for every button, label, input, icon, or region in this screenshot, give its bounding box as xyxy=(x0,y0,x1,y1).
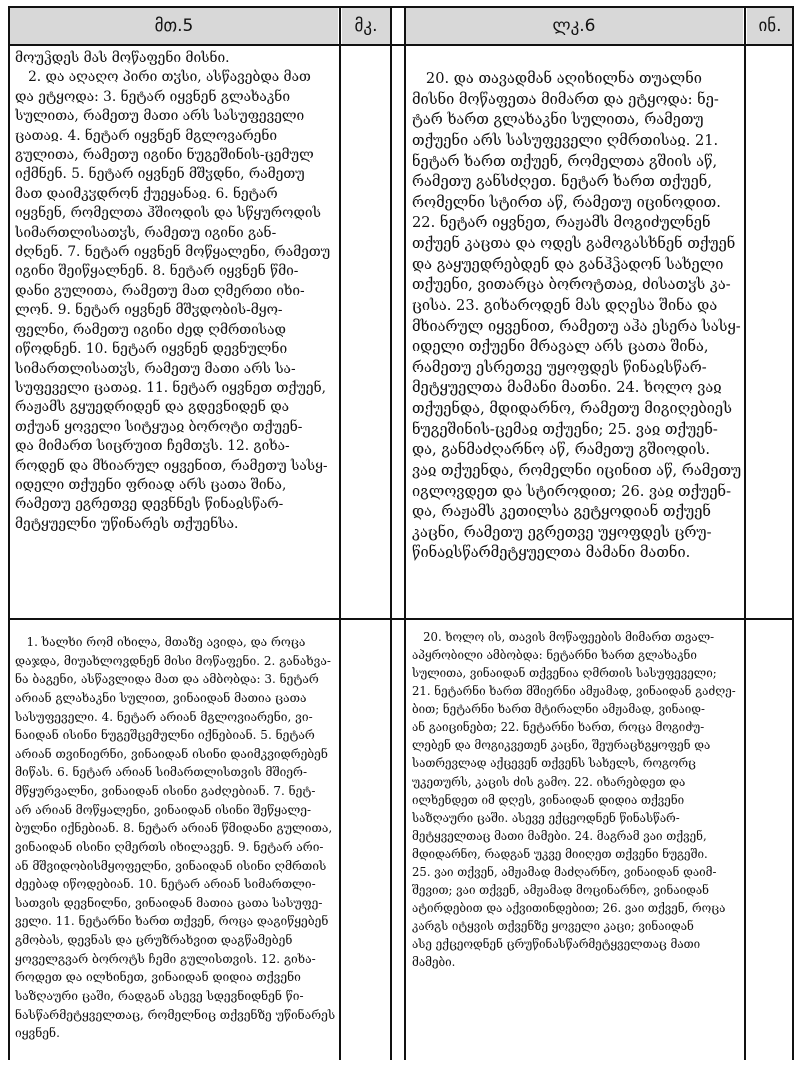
rule-header-bottom xyxy=(8,44,794,46)
header-left-book-label: მთ.5 xyxy=(154,16,194,36)
rule-col-d xyxy=(744,6,746,1060)
header-right-abbr xyxy=(747,8,793,44)
matthew-old-georgian-text: მოუჴდეს მას მოწაფენი მისნი. 2. და აღაღო პირი თჳსი, ასწავებდა მათ და ეტყოდა: 3. ნეტარ იყვნენ გლახაკნი სულითა, რამეთუ მათი არს სასუფეველი ცათაჲ. 4. ნეტარ იყვნენ მგლოვარენი გულითა, რამეთუ იგინი ნუგეშინის-ცემულ იქმნენ. 5. ნეტარ იყვნენ მშჳდნი, რამეთუ მათ დაიმკჳდრონ ქუეყანაჲ. 6. ნეტარ იყვნენ, რომელთა ჰშიოდის და სწყუროდის სიმართლისათჳს, რამეთუ იგინი გან- ძღნენ. 7. ნეტარ იყვნენ მოწყალენი, რამეთუ იგინი შეიწყალნენ. 8. ნეტარ იყვნენ წმი- დანი გულითა, რამეთუ მათ ღმერთი იხი- ლონ. 9. ნეტარ იყვნენ მშჳდობის-მყო- ფელნი, რამეთუ იგინი ძედ ღმრთისად იწოდნენ. 10. ნეტარ იყვნენ დევნულნი სიმართლისათჳს, რამეთუ მათი არს სა- სუფეველი ცათაჲ. 11. ნეტარ იყვნეთ თქუენ, რაჟამს გყუედრიდენ და გდევნიდენ და თქუან ყოველი სიტყუაჲ ბოროტი თქუენ- და მიმართ სიცრუით ჩემთჳს. 12. გიხა- როდენ და მხიარულ იყვენით, რამეთუ სასყ- იდელი თქუენი ფრიად არს ცათა შინა, რამეთუ ეგრეთვე დევნნეს წინაჲსწარ- მეტყუელნი უწინარეს თქუენსა. xyxy=(15,50,331,532)
rule-col-a xyxy=(339,6,341,1060)
header-right-book-label: ლკ.6 xyxy=(552,16,596,36)
header-left-book xyxy=(10,8,338,44)
luke-modern-translation: 20. ხოლო ის, თავის მოწაფეების მიმართ თვალ- აპყრობილი ამბობდა: ნეტარნი ხართ გლახაკნი სულითა, ვინაიდან თქვენია ღმრთის სასუფეველი; 21. ნეტარნი ხართ მშიერნი ამჟამად, ვინაიდან გაძღე- ბით; ნეტარნი ხართ მტირალნი ამჟამად, ვინაიდ- ან გაიცინებთ; 22. ნეტარნი ხართ, როცა მოგიძუ- ლებენ და მოგიკვეთენ კაცნი, შეურაცხგყოფენ და სათრევლად აქცევენ თქვენს სახელს, როგორც უკეთურს, კაცის ძის გამო. 22. იხარებდეთ და ილხენდეთ იმ დღეს, ვინაიდან დიდია თქვენი საზღაური ცაში. ასევე ექცეოდნენ წინასწარ- მეტყველთაც მათი მამები. 24. მაგრამ ვაი თქვენ, მდიდარნო, რადგან უკვე მიიღეთ თქვენი ნუგეში. 25. ვაი თქვენ, ამჟამად მაძღარნო, ვინაიდან დაიმ- შევით; ვაი თქვენ, ამჟამად მოცინარნო, ვინაიდან ატირდებით და აქვითინდებით; 26. ვაი თქვენ, როცა კარგს იტყვის თქვენზე ყოველი კაცი; ვინაიდან ასე ექცეოდნენ ცრუწინასწარმეტყველთაც მათი მამები. xyxy=(412,630,736,970)
rule-col-b xyxy=(390,6,392,1060)
header-right-book xyxy=(405,8,743,44)
rule-col-c xyxy=(404,6,406,1060)
rule-mid xyxy=(8,618,794,620)
header-right-abbr-label: ინ. xyxy=(758,16,782,36)
luke-old-georgian-text: 20. და თავადმან აღიხილნა თუალნი მისნი მოწაფეთა მიმართ და ეტყოდა: ნე- ტარ ხართ გლახაკნი სულითა, რამეთუ თქუენი არს სასუფეველი ღმრთისაჲ. 21. ნეტარ ხართ თქუენ, რომელთა გშიის აწ, რამეთუ განსძღეთ. ნეტარ ხართ თქუენ, რომელნი სტირთ აწ, რამეთუ იცინოდით. 22. ნეტარ იყვნეთ, რაჟამს მოგიძულნენ თქუენ კაცთა და ოდეს გამოგასხნენ თქუენ და გაყუედრებდენ და განჰჴადონ სახელი თქუენი, ვითარცა ბოროტთაჲ, ძისათჳს კა- ცისა. 23. გიხაროდენ მას დღესა შინა და მხიარულ იყვენით, რამეთუ აჰა ესერა სასყ- იდელი თქუენი მრავალ არს ცათა შინა, რამეთუ ესრეთვე უყოფდეს წინაჲსწარ- მეტყუელთა მამანი მათნი. 24. ხოლო ვაჲ თქუენდა, მდიდარნო, რამეთუ მიგიღებიეს ნუგეშინის-ცემაჲ თქუენი; 25. ვაჲ თქუენ- და, განმაძღარნო აწ, რამეთუ გშიოდის. ვაჲ თქუენდა, რომელნი იცინით აწ, რამეთუ იგლოვდეთ და სტიროდით; 26. ვაჲ თქუენ- და, რაჟამს კეთილსა გეტყოდიან თქუენ კაცნი, რამეთუ ეგრეთვე უყოფდეს ცრუ- წინაჲსწარმეტყუელთა მამანი მათნი. xyxy=(412,70,742,562)
matthew-modern-translation: 1. ხალხი რომ იხილა, მთაზე ავიდა, და როცა დაჯდა, მიუახლოვდნენ მისი მოწაფენი. 2. განახვა- ნა ბაგენი, ასწავლიდა მათ და ამბობდა: 3. ნეტარ არიან გლახაკნი სულით, ვინაიდან მათია ცათა სასუფეველი. 4. ნეტარ არიან მგლოვიარენი, ვი- ნაიდან ისინი ნუგეშცემულნი იქნებიან. 5. ნეტარ არიან თვინიერნი, ვინაიდან ისინი დაიმკვიდრებენ მიწას. 6. ნეტარ არიან სიმართლისთვის მშიერ- მწყურვალნი, ვინაიდან ისინი გაძღებიან. 7. ნეტ- არ არიან მოწყალენი, ვინაიდან ისინი შეწყალე- ბულნი იქნებიან. 8. ნეტარ არიან წმიდანი გულითა, ვინაიდან ისინი ღმერთს იხილავენ. 9. ნეტარ არი- ან მშვიდობისმყოფელნი, ვინაიდან ისინი ღმრთის ძეებად იწოდებიან. 10. ნეტარ არიან სიმართლი- სათვის დევნილნი, ვინაიდან მათია ცათა სასუფე- ველი. 11. ნეტარნი ხართ თქვენ, როცა დაგიწყებენ გმობას, დევნას და ცრუზრახვით დაგწამებენ ყოველგვარ ბოროტს ჩემი გულისთვის. 12. გიხა- როდეთ და ილხინეთ, ვინაიდან დიდია თქვენი საზღაური ცაში, რადგან ასევე სდევნიდნენ წი- ნასწარმეტყველთაც, რომელნიც თქვენზე უწინარეს იყვნენ. xyxy=(15,635,336,1041)
header-left-abbr-label: მკ. xyxy=(354,16,378,36)
rule-left xyxy=(8,6,10,1060)
rule-right xyxy=(792,6,794,1060)
header-left-abbr xyxy=(342,8,390,44)
rule-top xyxy=(8,6,794,8)
